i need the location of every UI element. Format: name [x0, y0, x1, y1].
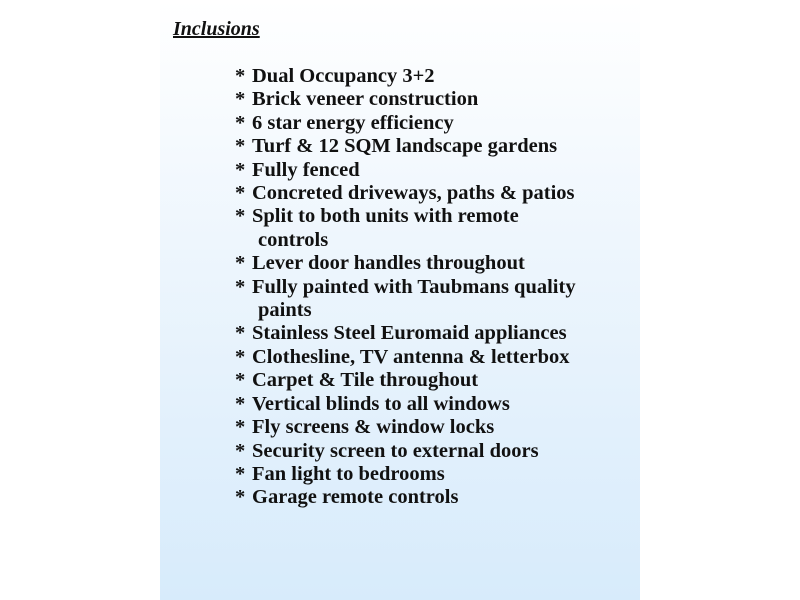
list-item — [235, 112, 635, 135]
list-item — [235, 65, 635, 88]
bullet-asterisk: * — [235, 439, 246, 462]
list-item-text: Split to both units with remote — [252, 205, 519, 228]
list-item — [235, 393, 635, 416]
bullet-asterisk: * — [235, 65, 246, 87]
list-item-text-continuation: controls — [258, 228, 329, 251]
list-item-text: Garage remote controls — [252, 486, 459, 509]
list-item — [235, 486, 635, 509]
list-item-text: Concreted driveways, paths & patios — [252, 182, 575, 205]
bullet-asterisk: * — [235, 322, 246, 345]
bullet-asterisk: * — [235, 158, 246, 181]
bullet-asterisk: * — [235, 111, 246, 134]
list-item-text: Clothesline, TV antenna & letterbox — [252, 345, 570, 368]
list-item-text: Vertical blinds to all windows — [252, 392, 510, 415]
list-item — [235, 276, 635, 323]
bullet-asterisk: * — [235, 369, 246, 392]
bullet-asterisk: * — [235, 275, 246, 298]
list-item — [235, 252, 635, 275]
list-item — [235, 88, 635, 111]
list-item-text: Lever door handles throughout — [252, 252, 525, 275]
list-item — [235, 182, 635, 205]
list-item — [235, 369, 635, 392]
list-item-text: Fly screens & window locks — [252, 416, 495, 439]
list-item — [235, 135, 635, 158]
list-item — [235, 205, 635, 252]
list-item-text: Fully painted with Taubmans quality — [252, 275, 576, 298]
list-item-text: Dual Occupancy 3+2 — [252, 65, 435, 87]
list-item — [235, 159, 635, 182]
bullet-asterisk: * — [235, 486, 246, 509]
bullet-asterisk: * — [235, 345, 246, 368]
list-item — [235, 416, 635, 439]
list-item-text-continuation: paints — [258, 299, 312, 322]
bullet-asterisk: * — [235, 392, 246, 415]
list-item-text: Stainless Steel Euromaid appliances — [252, 322, 567, 345]
list-item-text: Carpet & Tile throughout — [252, 369, 479, 392]
bullet-asterisk: * — [235, 88, 246, 111]
list-item-text: Fully fenced — [252, 158, 360, 181]
list-item-text: 6 star energy efficiency — [252, 111, 454, 134]
list-item-text: Fan light to bedrooms — [252, 462, 445, 485]
list-item-text: Security screen to external doors — [252, 439, 539, 462]
bullet-asterisk: * — [235, 462, 246, 485]
bullet-asterisk: * — [235, 182, 246, 205]
inclusions-list — [235, 65, 635, 510]
list-item-text: Brick veneer construction — [252, 88, 479, 111]
bullet-asterisk: * — [235, 135, 246, 158]
bullet-asterisk: * — [235, 205, 246, 228]
inclusions-sheet — [160, 0, 640, 600]
list-item — [235, 463, 635, 486]
bullet-asterisk: * — [235, 252, 246, 275]
list-item-text: Turf & 12 SQM landscape gardens — [252, 135, 558, 158]
list-item — [235, 440, 635, 463]
bullet-asterisk: * — [235, 416, 246, 439]
list-item — [235, 322, 635, 345]
list-item — [235, 346, 635, 369]
inclusions-heading: Inclusions — [173, 18, 260, 40]
